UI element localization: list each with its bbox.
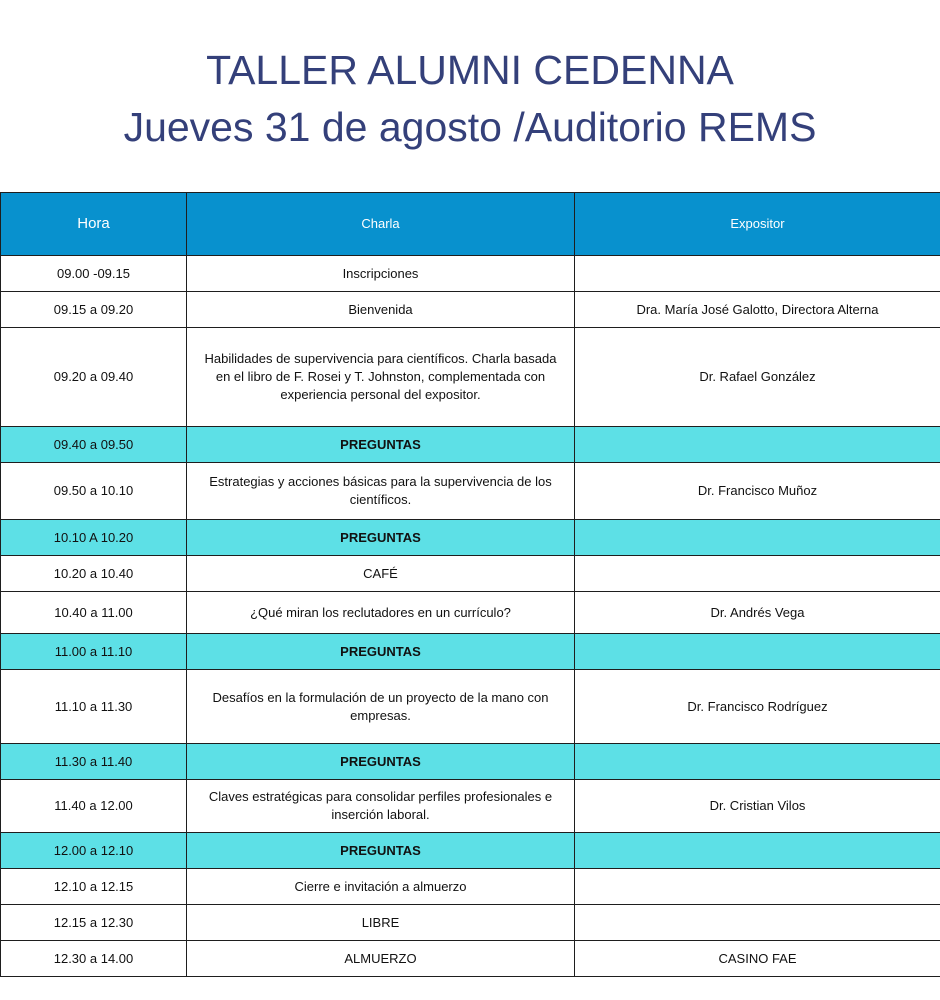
table-row-questions: [1, 520, 940, 556]
column-header-expositor: Expositor: [575, 193, 940, 256]
cell-hora: 12.15 a 12.30: [1, 905, 187, 941]
cell-charla: LIBRE: [187, 905, 575, 941]
table-row: [1, 941, 940, 977]
cell-expositor: [575, 744, 940, 780]
table-row: [1, 670, 940, 744]
cell-hora: 11.10 a 11.30: [1, 670, 187, 744]
column-header-hora: Hora: [1, 193, 187, 256]
cell-charla: Habilidades de supervivencia para científicos. Charla basada en el libro de F. Rosei y T. Johnston, complementada con experiencia personal del expositor.: [187, 328, 575, 427]
table-row: [1, 780, 940, 833]
table-row-questions: [1, 744, 940, 780]
cell-expositor: Dr. Francisco Rodríguez: [575, 670, 940, 744]
cell-charla: ¿Qué miran los reclutadores en un currículo?: [187, 592, 575, 634]
table-row: [1, 592, 940, 634]
cell-expositor: [575, 556, 940, 592]
schedule-table: [0, 192, 940, 977]
page-subtitle: Jueves 31 de agosto /Auditorio REMS: [123, 104, 817, 150]
cell-hora: 11.30 a 11.40: [1, 744, 187, 780]
cell-charla: Inscripciones: [187, 256, 575, 292]
table-row-questions: [1, 833, 940, 869]
cell-expositor: [575, 520, 940, 556]
table-row: [1, 292, 940, 328]
cell-expositor: CASINO FAE: [575, 941, 940, 977]
table-row: [1, 869, 940, 905]
cell-charla: Bienvenida: [187, 292, 575, 328]
cell-hora: 09.40 a 09.50: [1, 427, 187, 463]
cell-charla: PREGUNTAS: [187, 427, 575, 463]
cell-hora: 10.10 A 10.20: [1, 520, 187, 556]
table-row: [1, 905, 940, 941]
cell-charla: Cierre e invitación a almuerzo: [187, 869, 575, 905]
table-row: [1, 328, 940, 427]
cell-expositor: [575, 833, 940, 869]
cell-expositor: [575, 869, 940, 905]
table-row-questions: [1, 427, 940, 463]
cell-hora: 12.30 a 14.00: [1, 941, 187, 977]
table-header-row: [1, 193, 940, 256]
cell-hora: 09.00 -09.15: [1, 256, 187, 292]
table-row: [1, 256, 940, 292]
cell-charla: Estrategias y acciones básicas para la supervivencia de los científicos.: [187, 463, 575, 520]
table-row: [1, 556, 940, 592]
cell-charla: ALMUERZO: [187, 941, 575, 977]
page-title: TALLER ALUMNI CEDENNA: [206, 47, 734, 93]
cell-expositor: Dr. Andrés Vega: [575, 592, 940, 634]
cell-charla: CAFÉ: [187, 556, 575, 592]
cell-hora: 09.15 a 09.20: [1, 292, 187, 328]
cell-expositor: Dr. Rafael González: [575, 328, 940, 427]
cell-charla: PREGUNTAS: [187, 744, 575, 780]
cell-hora: 09.50 a 10.10: [1, 463, 187, 520]
column-header-charla: Charla: [187, 193, 575, 256]
cell-charla: Desafíos en la formulación de un proyecto de la mano con empresas.: [187, 670, 575, 744]
cell-expositor: [575, 905, 940, 941]
table-row: [1, 463, 940, 520]
cell-hora: 10.20 a 10.40: [1, 556, 187, 592]
cell-charla: Claves estratégicas para consolidar perfiles profesionales e inserción laboral.: [187, 780, 575, 833]
cell-expositor: [575, 256, 940, 292]
cell-hora: 12.00 a 12.10: [1, 833, 187, 869]
cell-hora: 11.00 a 11.10: [1, 634, 187, 670]
cell-charla: PREGUNTAS: [187, 520, 575, 556]
cell-expositor: Dr. Francisco Muñoz: [575, 463, 940, 520]
cell-charla: PREGUNTAS: [187, 833, 575, 869]
cell-hora: 12.10 a 12.15: [1, 869, 187, 905]
cell-hora: 11.40 a 12.00: [1, 780, 187, 833]
table-row-questions: [1, 634, 940, 670]
cell-expositor: [575, 427, 940, 463]
cell-hora: 10.40 a 11.00: [1, 592, 187, 634]
cell-charla: PREGUNTAS: [187, 634, 575, 670]
cell-expositor: Dr. Cristian Vilos: [575, 780, 940, 833]
cell-hora: 09.20 a 09.40: [1, 328, 187, 427]
cell-expositor: Dra. María José Galotto, Directora Alterna: [575, 292, 940, 328]
cell-expositor: [575, 634, 940, 670]
